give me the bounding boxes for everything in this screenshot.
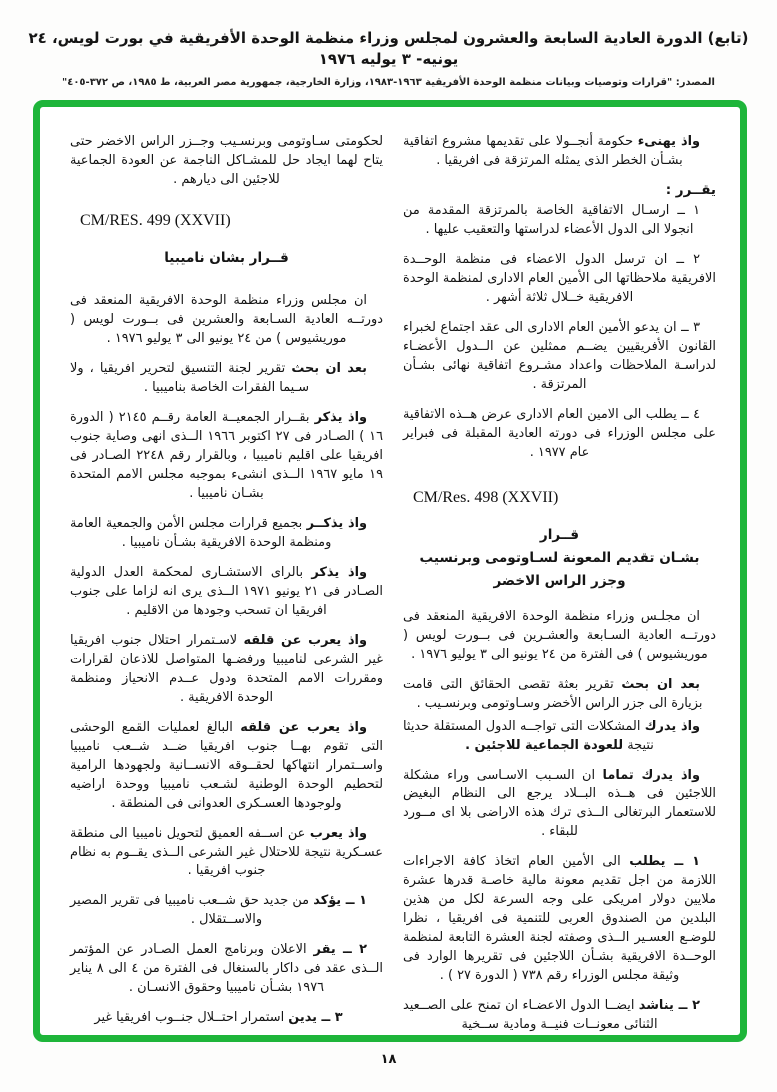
page-number: ١٨ xyxy=(380,1052,397,1067)
paragraph-fully-aware: واذ يدرك تماما ان السـبب الاسـاسى وراء مشكلة اللاجئين فى هــذه البــلاد يرجع الى النظام البغيض للاستعمار البرتغالى الــذى ترك هذه الاراضى بلا اى مــورد للبقاء . xyxy=(403,767,716,840)
decides-heading: يقــرر : xyxy=(665,181,716,198)
resolution-498-title-line2: بشـان تقديم المعونة لسـاوتومى وبرنسيب xyxy=(419,549,700,566)
paragraph-recalling-2: واذ يذكــر بجميع قرارات مجلس الأمن والجمعية العامة ومنظمة الوحدة الافريقية بشـأن ناميبيا . xyxy=(70,515,367,550)
session-title: (تابع) الدورة العادية السابعة والعشرون لمجلس وزراء منظمة الوحدة الأفريقية في بورت لويس، ٢٤ يونيه- ٣ يوليه ١٩٧٦ xyxy=(28,29,749,68)
paragraph-having-considered: بعد ان بحث تقرير لجنة التنسيق لتحرير افريقيا ، ولا سـيما الفقرات الخاصة بناميبيا . xyxy=(70,361,367,396)
paragraph-congratulates: واذ يهنىء حكومة أنجــولا على تقديمها مشروع اتفاقية بشـأن الخطر الذى يمثله المرتزقة فى افريقيا . xyxy=(403,134,700,168)
decision-item-1: ١ ــ ارسـال الاتفاقية الخاصة بالمرتزقة المقدمة من انجولا الى الدول الأعضاء لدراستها والتعقيب عليها . xyxy=(403,202,700,237)
paragraph-recalling-1: واذ يذكر بقــرار الجمعيــة العامة رقــم ٢١٤٥ ( الدورة ١٦ ) الصـادر فى ٢٧ اكتوبر ١٩٦٦ الــذى انهى وصاية جنوب افريقيا على اقليم ناميبيا ، وبالقرار رقم ٢٢٤٨ الصـادر فى ١٩ مايو ١٩٦٧ الــذى انشىء بموجبه مجلس الامم المتحدة بشـان ناميبيا . xyxy=(70,410,384,502)
paragraph-having-considered: بعد ان بحث تقرير بعثة تقصى الحقائق التى قامت بزيارة الى جزر الراس الأخضر وسـاوتومى وبرنسـيب . xyxy=(403,676,703,711)
resolution-498-title-line3: وجزر الراس الاخضر xyxy=(493,573,626,590)
decision-item-3: ٣ ــ ان يدعو الأمين العام الادارى الى عقد اجتماع لخبراء القانون الأفريقيين يضــم ممثلين عن الــدول الأعضـاء لدراسـة الملاحظات واعداد مشـروع اتفاقية نهائى بشـأن المرتزقة . xyxy=(403,319,716,392)
paragraph-opening-498: ان مجلـس وزراء منظمة الوحدة الافريقية المنعقد فى دورتــه العادية السـابعة والعشـرين فى بــورت لويس ( موريشيوس ) فى الفترة من ٢٤ يونيو الى ٣ يوليو ١٩٧٦ . xyxy=(403,608,716,662)
column-right xyxy=(403,133,716,1033)
paragraph-continuation: لحكومتى سـاوتومى وبرنسـيب وجــزر الراس الاخضر حتى يتاح لهما ايجاد حل للمشـاكل الناجمة عن العودة الجماعية للاجئين الى ديارهم . xyxy=(70,134,383,187)
resolution-499-title: قــرار بشان ناميبيا xyxy=(164,249,289,266)
paragraph-opening-499: ان مجلس وزراء منظمة الوحدة الافريقية المنعقد فى دورتــه العادية السـابعة والعشرين فى بــورت لويس ( موريشيوس ) من ٢٤ يونيو الى ٣ يوليو ١٩٧٦ . xyxy=(70,293,383,347)
resolution-id-499: CM/RES. 499 (XXVII) xyxy=(80,211,231,229)
operative-item-1: ١ ــ يؤكد من جديد حق شــعب ناميبيا فى تقرير المصير والاســتقلال . xyxy=(70,893,367,928)
page-header xyxy=(18,28,759,88)
document-frame xyxy=(33,100,747,1042)
decision-item-4: ٤ ــ يطلب الى الامين العام الادارى عرض هــذه الاتفاقية على مجلس الوزراء فى دورته العادية المقبلة فى فبراير عام ١٩٧٧ . xyxy=(403,406,716,460)
operative-item-1: ١ ــ يطلب الى الأمين العام اتخاذ كافة الاجراءات اللازمة من اجل تقديم معونة مالية خاصـة قدرها عشرة ملايين دولار امريكى على وجه السرعة لكل من هذين البلدين من الصندوق العربى للتنمية فى افريقيا ، نظرا للوضـع العسـير الــذى وصفته لجنة العشرة التابعة لمنظمة الوحــدة الافريقية بشـأن اللاجئين فى تقريرها الوارد فى وثيقة مجلس الوزراء رقم ٧٣٨ ( الدورة ٢٧ ) . xyxy=(403,854,716,984)
operative-item-2: ٢ ــ يقر الاعلان وبرنامج العمل الصـادر عن المؤتمر الــذى عقد فى داكار بالسنغال فى الفترة من ٤ الى ٨ يناير ١٩٧٦ بشـأن ناميبيا وحقوق الانسـان . xyxy=(70,942,384,996)
paragraph-regret: واذ يعرب عن اســفه العميق لتحويل ناميبيا الى منطقة عسـكرية نتيجة للاحتلال غير الشرعى الــذى يقــوم به نظام جنوب افريقيا . xyxy=(70,825,383,879)
paragraph-concern-2: واذ يعرب عن قلقه البالغ لعمليات القمع الوحشى التى تقوم بهــا جنوب افريقيا ضــد شــعب ناميبيا واســتمرار انتهاكها لحقــوقه الانســانية ولجهودها الرامية لتحطيم الوحدة الوطنية لشـعب ناميبيا ووحدة اراضيه ولوجودها العسـكرى العدوانى فى المنطقة . xyxy=(70,719,383,811)
paragraph-concern-1: واذ يعرب عن قلقه لاسـتمرار احتلال جنوب افريقيا غير الشرعى لناميبيا ورفضـها المتواصل للاذعان لقرارات ومقررات الامم المتحدة ودول عــدم الانحياز ومنظمة الوحدة الافريقية . xyxy=(70,632,383,705)
paragraph-recalling-3: واذ يذكر بالراى الاستشـارى لمحكمة العدل الدولية الصـادر فى ٢١ يونيو ١٩٧١ الــذى يرى انه لزاما على جنوب افريقيا ان تسحب وجودها من الاقليم . xyxy=(70,564,383,618)
resolution-498-title-line1: قــرار xyxy=(539,526,580,543)
operative-item-2: ٢ ــ يناشد ايضــا الدول الاعضـاء ان تمنح على الصــعيد الثنائى معونــات فنيــة ومادية ســخية xyxy=(403,998,700,1033)
spacer xyxy=(70,284,383,292)
decision-item-2: ٢ ــ ان ترسل الدول الاعضاء فى منظمة الوحــدة الافريقية ملاحظاتها الى الأمين العام الادارى لمنظمة الوحدة الافريقية خــلال ثلاثة أشهر . xyxy=(403,251,716,305)
resolution-id-498: CM/Res. 498 (XXVII) xyxy=(413,488,559,506)
column-left xyxy=(70,133,384,1026)
two-column-layout xyxy=(40,107,740,1035)
source-citation: المصدر: "قرارات وتوصيات وبيانات منظمة الوحدة الأفريقية ١٩٦٣-١٩٨٣، وزارة الخارجية، جمهورية مصر العربية، ط ١٩٨٥، ص ٣٧٢-٤٠٥" xyxy=(62,77,715,88)
operative-item-3: ٣ ــ يدين استمرار احتــلال جنــوب افريقيا غير xyxy=(94,1010,343,1026)
paragraph-aware: واذ يدرك المشكلات التى تواجــه الدول المستقلة حديثا نتيجة للعودة الجماعية للاجئين . xyxy=(403,718,701,753)
